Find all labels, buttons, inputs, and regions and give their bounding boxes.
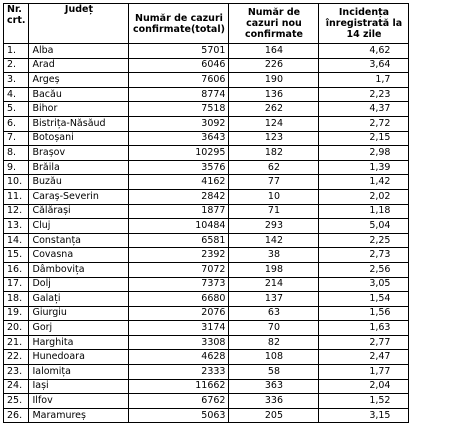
cell-noi: 71 xyxy=(229,204,319,219)
cell-noi: 58 xyxy=(229,365,319,380)
cell-incidenta: 1,42 xyxy=(319,175,409,190)
cell-noi: 136 xyxy=(229,87,319,102)
cell-nr: 17. xyxy=(4,277,29,292)
table-row xyxy=(4,160,409,175)
cell-noi: 123 xyxy=(229,131,319,146)
cell-nr: 8. xyxy=(4,146,29,161)
cell-noi: 142 xyxy=(229,233,319,248)
table-row xyxy=(4,292,409,307)
cell-nr: 3. xyxy=(4,73,29,88)
cell-nr: 18. xyxy=(4,292,29,307)
cell-incidenta: 2,23 xyxy=(319,87,409,102)
cell-judet: Dâmbovița xyxy=(29,262,129,277)
cell-judet: Gorj xyxy=(29,321,129,336)
cell-noi: 137 xyxy=(229,292,319,307)
cell-noi: 82 xyxy=(229,335,319,350)
cell-nr: 26. xyxy=(4,408,29,423)
cell-nr: 7. xyxy=(4,131,29,146)
cell-judet: Brașov xyxy=(29,146,129,161)
table-row xyxy=(4,146,409,161)
cell-total: 6046 xyxy=(129,58,229,73)
cell-total: 6581 xyxy=(129,233,229,248)
cell-judet: Dolj xyxy=(29,277,129,292)
cell-incidenta: 1,63 xyxy=(319,321,409,336)
cell-total: 2842 xyxy=(129,189,229,204)
table-row xyxy=(4,73,409,88)
cell-nr: 4. xyxy=(4,87,29,102)
cell-total: 7518 xyxy=(129,102,229,117)
cell-incidenta: 4,62 xyxy=(319,44,409,59)
cell-nr: 15. xyxy=(4,248,29,263)
cell-judet: Bistrița-Năsăud xyxy=(29,116,129,131)
cell-incidenta: 2,98 xyxy=(319,146,409,161)
cell-judet: Giurgiu xyxy=(29,306,129,321)
cell-noi: 336 xyxy=(229,394,319,409)
cell-noi: 62 xyxy=(229,160,319,175)
cell-incidenta: 1,77 xyxy=(319,365,409,380)
cell-incidenta: 1,18 xyxy=(319,204,409,219)
cell-nr: 23. xyxy=(4,365,29,380)
table-row xyxy=(4,219,409,234)
table-row xyxy=(4,262,409,277)
cell-total: 2333 xyxy=(129,365,229,380)
table-row xyxy=(4,321,409,336)
header-noi: Număr de cazuri nou confirmate xyxy=(229,4,319,44)
cell-total: 5701 xyxy=(129,44,229,59)
cell-judet: Maramureș xyxy=(29,408,129,423)
cell-nr: 2. xyxy=(4,58,29,73)
cell-noi: 63 xyxy=(229,306,319,321)
cell-nr: 22. xyxy=(4,350,29,365)
cell-judet: Cluj xyxy=(29,219,129,234)
cell-noi: 108 xyxy=(229,350,319,365)
cell-judet: Bihor xyxy=(29,102,129,117)
cell-judet: Buzău xyxy=(29,175,129,190)
table-row xyxy=(4,102,409,117)
table-row xyxy=(4,58,409,73)
cell-incidenta: 1,7 xyxy=(319,73,409,88)
cell-nr: 20. xyxy=(4,321,29,336)
cell-total: 3092 xyxy=(129,116,229,131)
cell-total: 3576 xyxy=(129,160,229,175)
table-row xyxy=(4,379,409,394)
cell-incidenta: 2,04 xyxy=(319,379,409,394)
cell-total: 6680 xyxy=(129,292,229,307)
cell-incidenta: 1,54 xyxy=(319,292,409,307)
cell-nr: 25. xyxy=(4,394,29,409)
table-header-row xyxy=(4,4,409,44)
cell-total: 3174 xyxy=(129,321,229,336)
cell-incidenta: 1,52 xyxy=(319,394,409,409)
cell-incidenta: 2,72 xyxy=(319,116,409,131)
cell-total: 5063 xyxy=(129,408,229,423)
cell-judet: Constanța xyxy=(29,233,129,248)
cell-judet: Hunedoara xyxy=(29,350,129,365)
cell-judet: Brăila xyxy=(29,160,129,175)
cell-total: 11662 xyxy=(129,379,229,394)
table-row xyxy=(4,175,409,190)
table-row xyxy=(4,350,409,365)
cell-total: 10295 xyxy=(129,146,229,161)
cell-judet: Iași xyxy=(29,379,129,394)
cell-noi: 10 xyxy=(229,189,319,204)
cell-judet: Călărași xyxy=(29,204,129,219)
cell-incidenta: 3,05 xyxy=(319,277,409,292)
cell-incidenta: 2,77 xyxy=(319,335,409,350)
header-nr: Nr. crt. xyxy=(4,4,29,44)
cell-nr: 13. xyxy=(4,219,29,234)
cell-judet: Covasna xyxy=(29,248,129,263)
cell-total: 7072 xyxy=(129,262,229,277)
covid-county-table xyxy=(3,3,409,423)
table-row xyxy=(4,306,409,321)
table-row xyxy=(4,408,409,423)
cell-nr: 16. xyxy=(4,262,29,277)
cell-nr: 11. xyxy=(4,189,29,204)
cell-incidenta: 2,47 xyxy=(319,350,409,365)
cell-noi: 214 xyxy=(229,277,319,292)
table-row xyxy=(4,87,409,102)
cell-judet: Arad xyxy=(29,58,129,73)
table-row xyxy=(4,116,409,131)
cell-nr: 9. xyxy=(4,160,29,175)
table-row xyxy=(4,204,409,219)
cell-incidenta: 4,37 xyxy=(319,102,409,117)
cell-total: 8774 xyxy=(129,87,229,102)
table-row xyxy=(4,394,409,409)
cell-incidenta: 3,64 xyxy=(319,58,409,73)
cell-nr: 12. xyxy=(4,204,29,219)
cell-nr: 1. xyxy=(4,44,29,59)
cell-total: 4628 xyxy=(129,350,229,365)
cell-total: 10484 xyxy=(129,219,229,234)
cell-noi: 363 xyxy=(229,379,319,394)
cell-incidenta: 1,39 xyxy=(319,160,409,175)
cell-noi: 198 xyxy=(229,262,319,277)
table-row xyxy=(4,233,409,248)
cell-total: 4162 xyxy=(129,175,229,190)
cell-judet: Botoșani xyxy=(29,131,129,146)
table-row xyxy=(4,335,409,350)
cell-judet: Harghita xyxy=(29,335,129,350)
cell-nr: 21. xyxy=(4,335,29,350)
cell-noi: 190 xyxy=(229,73,319,88)
table-row xyxy=(4,277,409,292)
cell-nr: 6. xyxy=(4,116,29,131)
cell-noi: 164 xyxy=(229,44,319,59)
cell-noi: 182 xyxy=(229,146,319,161)
cell-total: 3308 xyxy=(129,335,229,350)
cell-noi: 293 xyxy=(229,219,319,234)
table-row xyxy=(4,365,409,380)
cell-noi: 262 xyxy=(229,102,319,117)
cell-total: 2076 xyxy=(129,306,229,321)
cell-judet: Bacău xyxy=(29,87,129,102)
cell-total: 1877 xyxy=(129,204,229,219)
table-row xyxy=(4,248,409,263)
cell-total: 7606 xyxy=(129,73,229,88)
header-total: Număr de cazuri confirmate(total) xyxy=(129,4,229,44)
cell-nr: 24. xyxy=(4,379,29,394)
cell-nr: 19. xyxy=(4,306,29,321)
header-incidenta: Incidența înregistrată la 14 zile xyxy=(319,4,409,44)
cell-incidenta: 2,73 xyxy=(319,248,409,263)
cell-nr: 14. xyxy=(4,233,29,248)
cell-judet: Alba xyxy=(29,44,129,59)
cell-nr: 10. xyxy=(4,175,29,190)
cell-total: 6762 xyxy=(129,394,229,409)
table-row xyxy=(4,189,409,204)
cell-incidenta: 5,04 xyxy=(319,219,409,234)
cell-noi: 70 xyxy=(229,321,319,336)
cell-noi: 205 xyxy=(229,408,319,423)
cell-incidenta: 3,15 xyxy=(319,408,409,423)
table-row xyxy=(4,131,409,146)
cell-judet: Ialomița xyxy=(29,365,129,380)
cell-total: 3643 xyxy=(129,131,229,146)
cell-judet: Ilfov xyxy=(29,394,129,409)
cell-judet: Caraș-Severin xyxy=(29,189,129,204)
cell-noi: 77 xyxy=(229,175,319,190)
cell-incidenta: 2,02 xyxy=(319,189,409,204)
table-row xyxy=(4,44,409,59)
cell-incidenta: 2,25 xyxy=(319,233,409,248)
cell-noi: 38 xyxy=(229,248,319,263)
cell-noi: 124 xyxy=(229,116,319,131)
cell-noi: 226 xyxy=(229,58,319,73)
cell-incidenta: 2,15 xyxy=(319,131,409,146)
cell-judet: Argeș xyxy=(29,73,129,88)
cell-incidenta: 2,56 xyxy=(319,262,409,277)
cell-judet: Galați xyxy=(29,292,129,307)
cell-nr: 5. xyxy=(4,102,29,117)
cell-total: 7373 xyxy=(129,277,229,292)
cell-incidenta: 1,56 xyxy=(319,306,409,321)
cell-total: 2392 xyxy=(129,248,229,263)
header-judet: Județ xyxy=(29,4,129,44)
